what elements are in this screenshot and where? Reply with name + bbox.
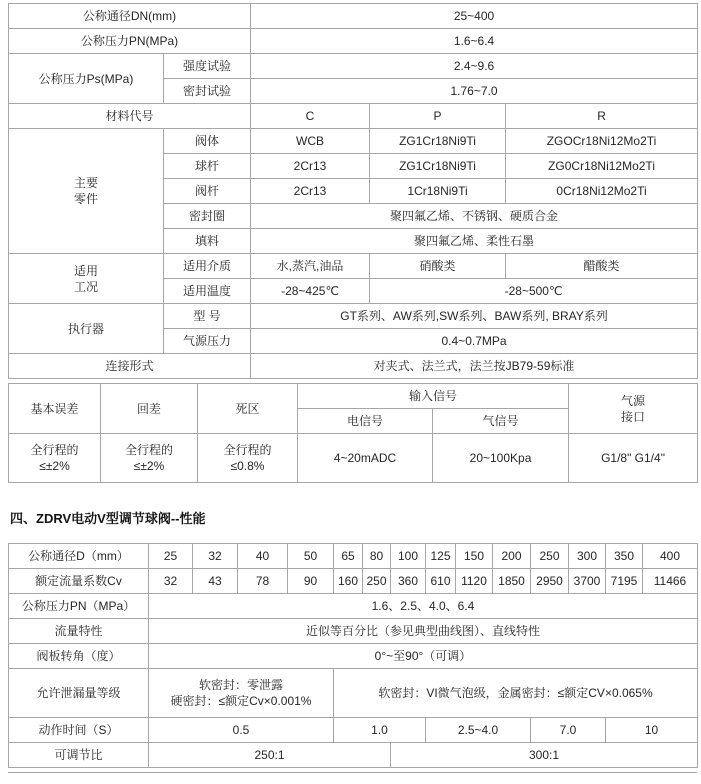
ball-stem-label: 球杆 [164, 154, 251, 179]
error-header-row1 [9, 384, 698, 409]
air-port-header-line2: 接口 [621, 409, 646, 424]
dn-value-cell: 150 [456, 544, 493, 569]
dn-value-cell: 400 [643, 544, 698, 569]
seal-ring-label: 密封圈 [164, 204, 251, 229]
dn-value-cell: 25 [149, 544, 193, 569]
medium-p: 硝酸类 [370, 254, 506, 279]
error-table [8, 383, 698, 483]
dn-value-cell: 200 [493, 544, 531, 569]
cv-value-cell: 11466 [643, 569, 698, 594]
action-time-value-cell: 0.5 [149, 718, 334, 743]
pn-label: 公称压力PN(MPa) [9, 29, 251, 54]
row-valve-body [9, 129, 698, 154]
ratio-label: 可调节比 [9, 743, 149, 768]
ratio-value-cell: 300:1 [391, 743, 698, 768]
action-time-value-cell: 1.0 [334, 718, 426, 743]
cv-value-cell: 3700 [569, 569, 606, 594]
row-dn [9, 4, 698, 29]
material-code-label: 材料代号 [9, 104, 251, 129]
perf-row-leakage [9, 669, 698, 718]
basic-error-header: 基本误差 [9, 384, 101, 434]
parts-label-line1: 主要 [73, 176, 98, 190]
perf-pn-label: 公称压力PN（MPa） [9, 594, 149, 619]
cv-value-cell: 160 [334, 569, 363, 594]
actuator-model-value: GT系列、AW系列,SW系列、BAW系列, BRAY系列 [251, 304, 698, 329]
cv-value-cell: 250 [363, 569, 391, 594]
ps-strength-value: 2.4~9.6 [251, 54, 698, 79]
dn-value-cell: 350 [606, 544, 643, 569]
dn-value-cell: 250 [531, 544, 569, 569]
valve-stem-label: 阀杆 [164, 179, 251, 204]
flow-label: 流量特性 [9, 619, 149, 644]
error-values-row [9, 434, 698, 483]
dn-value-cell: 50 [288, 544, 334, 569]
cv-value-cell: 32 [149, 569, 193, 594]
air-port-header [569, 384, 698, 434]
seal-ring-value: 聚四氟乙烯、不锈钢、硬质合金 [251, 204, 698, 229]
row-connection [9, 354, 698, 379]
packing-label: 填料 [164, 229, 251, 254]
dn-label: 公称通径DN(mm) [9, 4, 251, 29]
perf-row-action-time [9, 718, 698, 743]
valve-stem-r: 0Cr18Ni12Mo2Ti [506, 179, 698, 204]
dead-zone-value: 全行程的 ≤0.8% [198, 434, 298, 483]
pneumatic-signal-value: 20~100Kpa [433, 434, 569, 483]
ps-seal-label: 密封试验 [164, 79, 251, 104]
action-time-label: 动作时间（S） [9, 718, 149, 743]
hysteresis-value: 全行程的 ≤±2% [101, 434, 198, 483]
ratio-value-cell: 250:1 [149, 743, 391, 768]
dn-value-cell: 300 [569, 544, 606, 569]
dn-value-cell: 40 [238, 544, 288, 569]
conditions-group-label [9, 254, 164, 304]
action-time-value-cell: 10 [606, 718, 698, 743]
ps-strength-label: 强度试验 [164, 54, 251, 79]
dn-value-cell: 80 [363, 544, 391, 569]
electric-signal-value: 4~20mADC [298, 434, 433, 483]
medium-label: 适用介质 [164, 254, 251, 279]
row-medium [9, 254, 698, 279]
performance-table [8, 543, 698, 768]
perf-pn-value: 1.6、2.5、4.0、6.4 [149, 594, 698, 619]
valve-body-c: WCB [251, 129, 370, 154]
leakage-metal-value: 软密封：VI微气泡级，金属密封：≤额定CV×0.065% [334, 669, 698, 718]
flow-value: 近似等百分比（参见典型曲线图）、直线特性 [149, 619, 698, 644]
basic-error-value: 全行程的 ≤±2% [9, 434, 101, 483]
material-code-p: P [370, 104, 506, 129]
ball-stem-r: ZG0Cr18Ni12Mo2Ti [506, 154, 698, 179]
perf-row-ratio [9, 743, 698, 768]
valve-body-label: 阀体 [164, 129, 251, 154]
valve-stem-c: 2Cr13 [251, 179, 370, 204]
conditions-label-line1: 适用 [73, 263, 98, 278]
temperature-label: 适用温度 [164, 279, 251, 304]
connection-value: 对夹式、法兰式，法兰按JB79-59标准 [251, 354, 698, 379]
valve-body-r: ZGOCr18Ni12Mo2Ti [506, 129, 698, 154]
perf-row-dn [9, 544, 698, 569]
action-time-value-cell: 2.5~4.0 [426, 718, 531, 743]
ps-label: 公称压力Ps(MPa) [9, 54, 164, 104]
ps-seal-value: 1.76~7.0 [251, 79, 698, 104]
spec-table [8, 3, 698, 379]
cv-value-cell: 78 [238, 569, 288, 594]
air-pressure-label: 气源压力 [164, 329, 251, 354]
angle-label: 阀板转角（度） [9, 644, 149, 669]
cv-value-cell: 610 [426, 569, 456, 594]
air-port-value: G1/8" G1/4" [569, 434, 698, 483]
perf-row-cv [9, 569, 698, 594]
parts-label-line2: 零件 [73, 192, 98, 206]
pn-value: 1.6~6.4 [251, 29, 698, 54]
row-pn [9, 29, 698, 54]
ball-stem-p: ZG1Cr18Ni9Ti [370, 154, 506, 179]
medium-r: 醋酸类 [506, 254, 698, 279]
section-title: 四、ZDRV电动V型调节球阀--性能 [10, 511, 206, 526]
perf-row-pn [9, 594, 698, 619]
medium-c: 水,蒸汽,油品 [251, 254, 370, 279]
container-bottom-border [8, 772, 697, 773]
dn-value: 25~400 [251, 4, 698, 29]
cv-value-cell: 43 [193, 569, 238, 594]
dn-value-cell: 125 [426, 544, 456, 569]
leakage-label: 允许泄漏量等级 [9, 669, 149, 718]
cv-value-cell: 7195 [606, 569, 643, 594]
dn-value-cell: 32 [193, 544, 238, 569]
conditions-label-line2: 工况 [73, 279, 98, 294]
perf-dn-label: 公称通径D（mm） [9, 544, 149, 569]
perf-row-flow [9, 619, 698, 644]
packing-value: 聚四氟乙烯、柔性石墨 [251, 229, 698, 254]
cv-value-cell: 360 [391, 569, 426, 594]
dn-value-cell: 65 [334, 544, 363, 569]
perf-cv-label: 额定流量系数Cv [9, 569, 149, 594]
perf-row-angle [9, 644, 698, 669]
actuator-model-label: 型 号 [164, 304, 251, 329]
material-code-c: C [251, 104, 370, 129]
cv-value-cell: 90 [288, 569, 334, 594]
temperature-pr: -28~500℃ [370, 279, 698, 304]
action-time-value-cell: 7.0 [531, 718, 606, 743]
row-material-code [9, 104, 698, 129]
actuator-group-label: 执行器 [9, 304, 164, 354]
connection-label: 连接形式 [9, 354, 251, 379]
air-pressure-value: 0.4~0.7MPa [251, 329, 698, 354]
input-signal-header: 输入信号 [298, 384, 569, 409]
row-ps-strength [9, 54, 698, 79]
angle-value: 0°~至90°（可调） [149, 644, 698, 669]
cv-value-cell: 1120 [456, 569, 493, 594]
hysteresis-header: 回差 [101, 384, 198, 434]
valve-body-p: ZG1Cr18Ni9Ti [370, 129, 506, 154]
air-port-header-line1: 气源 [621, 393, 646, 408]
leakage-soft-value: 软密封：零泄露 硬密封：≤额定Cv×0.001% [149, 669, 334, 718]
electric-signal-header: 电信号 [298, 409, 433, 434]
valve-stem-p: 1Cr18Ni9Ti [370, 179, 506, 204]
row-actuator-model [9, 304, 698, 329]
pneumatic-signal-header: 气信号 [433, 409, 569, 434]
temperature-c: -28~425℃ [251, 279, 370, 304]
material-code-r: R [506, 104, 698, 129]
parts-group-label [9, 129, 164, 254]
ball-stem-c: 2Cr13 [251, 154, 370, 179]
cv-value-cell: 2950 [531, 569, 569, 594]
dead-zone-header: 死区 [198, 384, 298, 434]
dn-value-cell: 100 [391, 544, 426, 569]
cv-value-cell: 1850 [493, 569, 531, 594]
